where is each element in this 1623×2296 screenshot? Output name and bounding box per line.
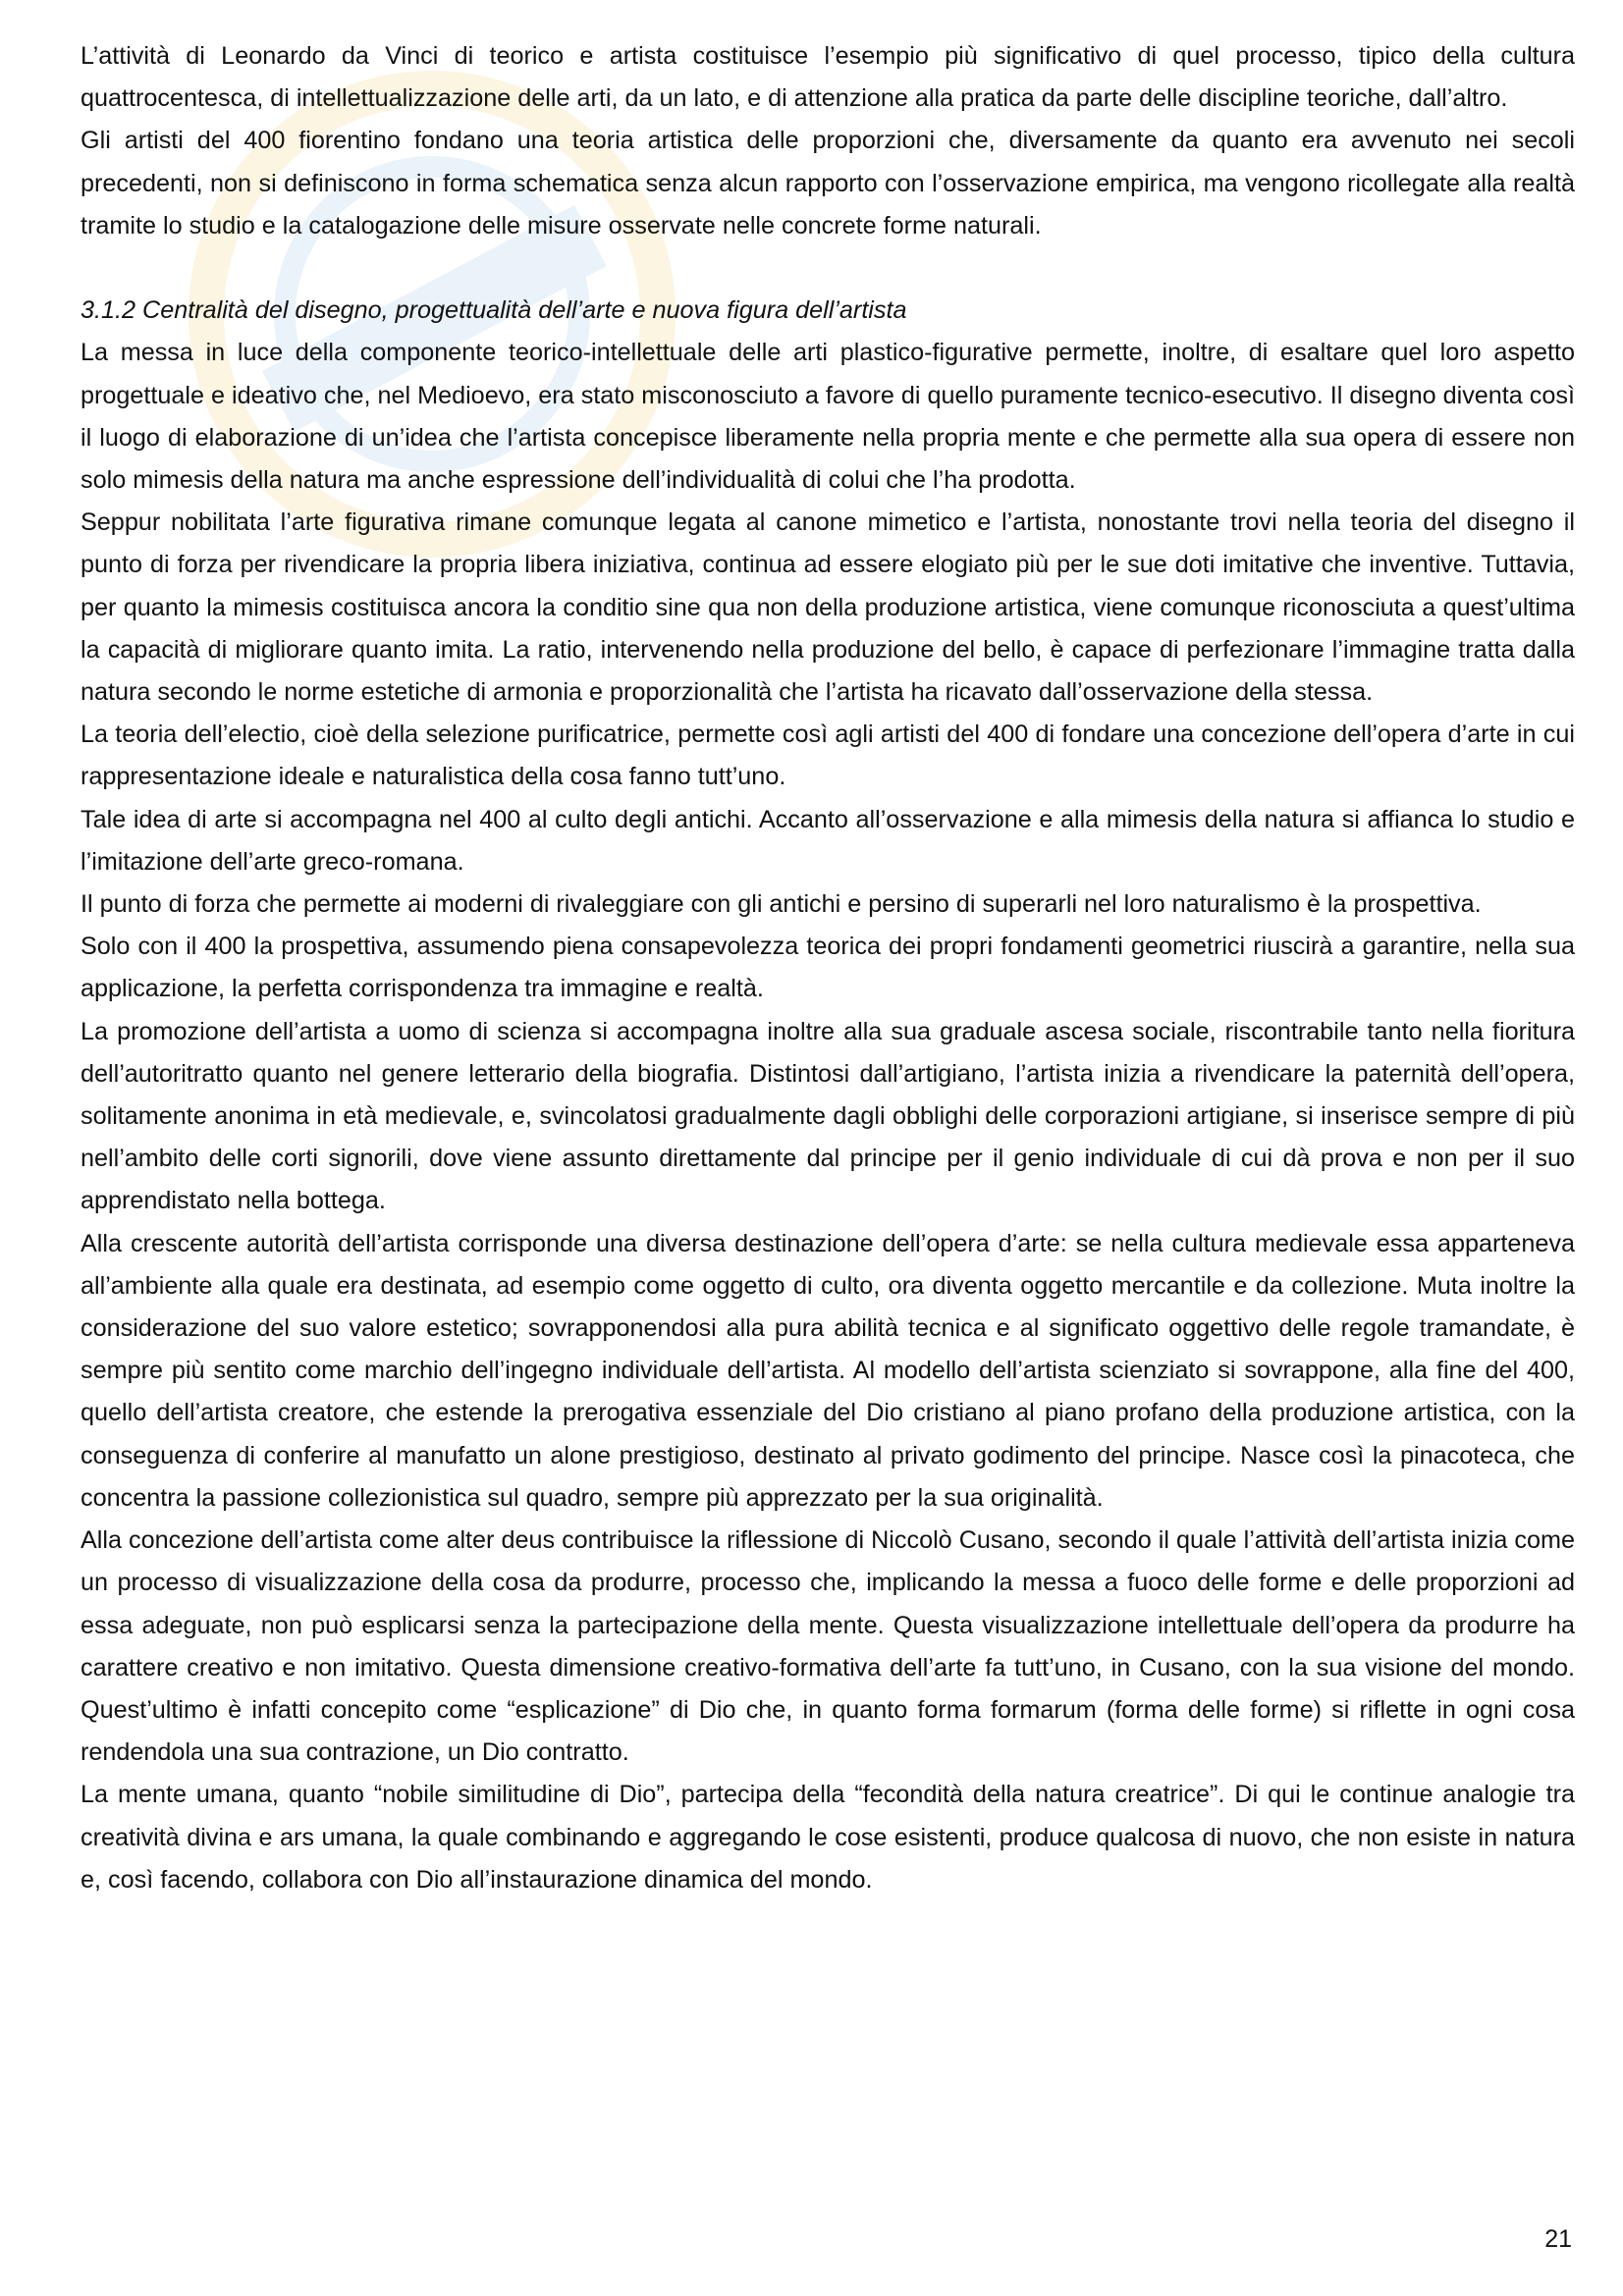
paragraph: Seppur nobilitata l’arte figurativa rimane comunque legata al canone mimetico e l’artista, nonostante trovi nella teoria del disegno il punto di forza per rivendicare la propria libera iniziativa, continua ad essere elogiato più per le sue doti imitative che inventive. Tuttavia, per quanto la mimesis costituisca ancora la conditio sine qua non della produzione artistica, viene comunque riconosciuta a quest’ultima la capacità di migliorare quanto imita. La ratio, intervenendo nella produzione del bello, è capace di perfezionare l’immagine tratta dalla natura secondo le norme estetiche di armonia e proporzionalità che l’artista ha ricavato dall’osservazione della stessa. (81, 508, 1575, 707)
paragraph: La messa in luce della componente teorico-intellettuale delle arti plastico-figurative permette, inoltre, di esaltare quel loro aspetto progettuale e ideativo che, nel Medioevo, era stato misconosciuto a favore di quello puramente tecnico-esecutivo. Il disegno diventa così il luogo di elaborazione di un’idea che l’artista concepisce liberamente nella propria mente e che permette alla sua opera di essere non solo mimesis della natura ma anche espressione dell’individualità di colui che l’ha prodotta. (81, 339, 1575, 495)
paragraph: L’attività di Leonardo da Vinci di teorico e artista costituisce l’esempio più significativo di quel processo, tipico della cultura quattrocentesca, di intellettualizzazione delle arti, da un lato, e di attenzione alla pratica da parte delle discipline teoriche, dall’altro. (81, 42, 1575, 113)
paragraph: La promozione dell’artista a uomo di scienza si accompagna inoltre alla sua graduale ascesa sociale, riscontrabile tanto nella fioritura dell’autoritratto quanto nel genere letterario della biografia. Distintosi dall’artigiano, l’artista inizia a rivendicare la paternità dell’opera, solitamente anonima in età medievale, e, svincolatosi gradualmente dagli obblighi delle corporazioni artigiane, si inserisce sempre di più nell’ambito delle corti signorili, dove viene assunto direttamente dal principe per il genio individuale di cui dà prova e non per il suo apprendistato nella bottega. (81, 1017, 1575, 1215)
paragraph: La mente umana, quanto “nobile similitudine di Dio”, partecipa della “fecondità della natura creatrice”. Di qui le continue analogie tra creatività divina e ars umana, la quale combinando e aggregando le cose esistenti, produce qualcosa di nuovo, che non esiste in natura e, così facendo, collabora con Dio all’instaurazione dinamica del mondo. (81, 1781, 1575, 1894)
paragraph: Alla crescente autorità dell’artista corrisponde una diversa destinazione dell’opera d’arte: se nella cultura medievale essa apparteneva all’ambiente alla quale era destinata, ad esempio come oggetto di culto, ora diventa oggetto mercantile e da collezione. Muta inoltre la considerazione del suo valore estetico; sovrapponendosi alla pura abilità tecnica e al significato oggettivo delle regole tramandate, è sempre più sentito come marchio dell’ingegno individuale dell’artista. Al modello dell’artista scienziato si sovrappone, alla fine del 400, quello dell’artista creatore, che estende la prerogativa essenziale del Dio cristiano al piano profano della produzione artistica, con la conseguenza di conferire al manufatto un alone prestigioso, destinato al privato godimento del principe. Nasce così la pinacoteca, che concentra la passione collezionistica sul quadro, sempre più apprezzato per la sua originalità. (81, 1229, 1575, 1512)
paragraph: Tale idea di arte si accompagna nel 400 al culto degli antichi. Accanto all’osservazione e alla mimesis della natura si affianca lo studio e l’imitazione dell’arte greco-romana. (81, 805, 1575, 876)
paragraph: Solo con il 400 la prospettiva, assumendo piena consapevolezza teorica dei propri fondamenti geometrici riuscirà a garantire, nella sua applicazione, la perfetta corrispondenza tra immagine e realtà. (81, 933, 1575, 1003)
paragraph: Alla concezione dell’artista come alter deus contribuisce la riflessione di Niccolò Cusano, secondo il quale l’attività dell’artista inizia come un processo di visualizzazione della cosa da produrre, processo che, implicando la messa a fuoco delle forme e delle proporzioni ad essa adeguate, non può esplicarsi senza la partecipazione della mente. Questa visualizzazione intellettuale dell’opera da produrre ha carattere creativo e non imitativo. Questa dimensione creativo-formativa dell’arte fa tutt’uno, in Cusano, con la sua visione del mondo. Quest’ultimo è infatti concepito come “esplicazione” di Dio che, in quanto forma formarum (forma delle forme) si riflette in ogni cosa rendendola una sua contrazione, un Dio contratto. (81, 1526, 1575, 1767)
paragraph: Il punto di forza che permette ai moderni di rivaleggiare con gli antichi e persino di superarli nel loro naturalismo è la prospettiva. (81, 890, 1482, 919)
document-body (81, 35, 1575, 1901)
page-number: 21 (1544, 2225, 1572, 2253)
section-heading: 3.1.2 Centralità del disegno, progettualità dell’arte e nuova figura dell’artista (81, 296, 907, 325)
paragraph: Gli artisti del 400 fiorentino fondano una teoria artistica delle proporzioni che, diversamente da quanto era avvenuto nei secoli precedenti, non si definiscono in forma schematica senza alcun rapporto con l’osservazione empirica, ma vengono ricollegate alla realtà tramite lo studio e la catalogazione delle misure osservate nelle concrete forme naturali. (81, 127, 1575, 240)
paragraph: La teoria dell’electio, cioè della selezione purificatrice, permette così agli artisti del 400 di fondare una concezione dell’opera d’arte in cui rappresentazione ideale e naturalistica della cosa fanno tutt’uno. (81, 721, 1575, 791)
